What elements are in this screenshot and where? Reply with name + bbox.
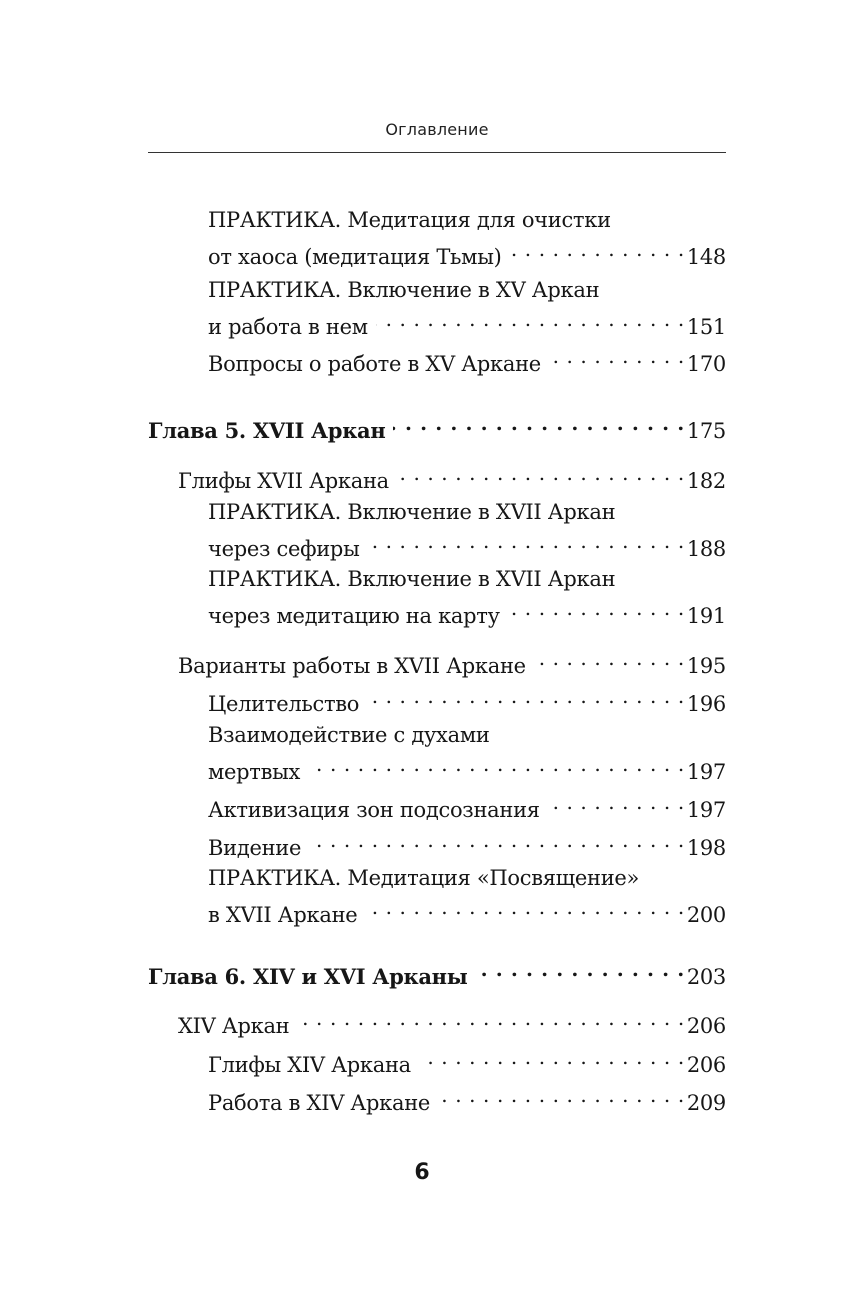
- toc-entry-title: Вопросы о работе в XV Аркане: [208, 352, 541, 376]
- leader-dots: [475, 955, 684, 984]
- toc-entry[interactable]: [208, 276, 726, 342]
- toc-section-title: Глифы XVII Аркана: [178, 469, 389, 493]
- toc-page-number: 191: [686, 604, 726, 628]
- toc-page-number: 200: [686, 903, 726, 927]
- leader-dots: [438, 1081, 685, 1110]
- leader-dots: [297, 1004, 684, 1033]
- toc-entry-title-line1: ПРАКТИКА. Включение в XV Аркан: [208, 278, 600, 302]
- leader-dots: [548, 788, 685, 817]
- toc-page-number: 203: [686, 965, 726, 989]
- toc-page-number: 151: [686, 315, 726, 339]
- toc-entry-title: через сефиры: [208, 537, 360, 561]
- toc-page-number: 206: [686, 1014, 726, 1038]
- toc-section-entry[interactable]: [178, 644, 726, 681]
- toc-page-number: 188: [686, 537, 726, 561]
- toc-page-number: 206: [686, 1053, 726, 1077]
- leader-dots: [393, 409, 684, 438]
- toc-entry-title: Целительство: [208, 692, 360, 716]
- leader-dots: [549, 342, 685, 371]
- toc-entry-title: в XVII Аркане: [208, 903, 358, 927]
- toc-entry[interactable]: [208, 498, 726, 564]
- running-head: Оглавление: [385, 120, 489, 139]
- leader-dots: [376, 305, 685, 334]
- toc-page-number: 175: [686, 419, 726, 443]
- toc-section-title: XIV Аркан: [178, 1014, 290, 1038]
- toc-entry-title: от хаоса (медитация Тьмы): [208, 245, 502, 269]
- toc-entry-title: Видение: [208, 836, 302, 860]
- leader-dots: [508, 594, 685, 623]
- toc-entry-title: Активизация зон подсознания: [208, 798, 540, 822]
- toc-entry-title: мертвых: [208, 760, 301, 784]
- toc-page-number: 170: [686, 352, 726, 376]
- toc-page-number: 148: [686, 245, 726, 269]
- toc-entry-title-line1: ПРАКТИКА. Включение в XVII Аркан: [208, 567, 616, 591]
- toc-chapter-title: Глава 5. XVII Аркан: [148, 418, 386, 443]
- toc-section-entry[interactable]: [178, 459, 726, 496]
- toc-page-number: 195: [686, 654, 726, 678]
- toc-chapter-entry[interactable]: [148, 409, 726, 446]
- toc-entry[interactable]: [208, 1081, 726, 1118]
- toc-page-number: 197: [686, 798, 726, 822]
- toc-entry[interactable]: [208, 721, 726, 787]
- toc-page-number: 182: [686, 469, 726, 493]
- leader-dots: [419, 1043, 685, 1072]
- toc-entry-title: Работа в XIV Аркане: [208, 1091, 431, 1115]
- toc-entry[interactable]: [208, 342, 726, 379]
- toc-entry-title-line1: ПРАКТИКА. Медитация для очистки: [208, 208, 611, 232]
- leader-dots: [367, 682, 685, 711]
- toc-entry[interactable]: [208, 1043, 726, 1080]
- toc-entry[interactable]: [208, 565, 726, 631]
- toc-entry-title-line1: ПРАКТИКА. Включение в XVII Аркан: [208, 500, 616, 524]
- leader-dots: [309, 826, 685, 855]
- toc-entry[interactable]: [208, 826, 726, 863]
- toc-entry[interactable]: [208, 206, 726, 272]
- toc-entry[interactable]: [208, 788, 726, 825]
- leader-dots: [308, 750, 685, 779]
- leader-dots: [365, 893, 684, 922]
- toc-page-number: 198: [686, 836, 726, 860]
- toc-entry-title-line1: ПРАКТИКА. Медитация «Посвящение»: [208, 866, 640, 890]
- toc-page-number: 209: [686, 1091, 726, 1115]
- toc-entry-title-line1: Взаимодействие с духами: [208, 723, 490, 747]
- leader-dots: [397, 459, 685, 488]
- toc-page-number: 197: [686, 760, 726, 784]
- toc-chapter-title: Глава 6. XIV и XVI Арканы: [148, 964, 468, 989]
- toc-chapter-entry[interactable]: [148, 955, 726, 992]
- toc-entry[interactable]: [208, 682, 726, 719]
- leader-dots: [368, 527, 685, 556]
- leader-dots: [534, 644, 685, 673]
- page-number: 6: [414, 1160, 430, 1185]
- toc-page-number: 196: [686, 692, 726, 716]
- toc-entry-title: через медитацию на карту: [208, 604, 500, 628]
- toc-entry-title: и работа в нем: [208, 315, 368, 339]
- toc-entry-title: Глифы XIV Аркана: [208, 1053, 411, 1077]
- leader-dots: [510, 235, 685, 264]
- toc-entry[interactable]: [208, 864, 726, 930]
- toc-section-title: Варианты работы в XVII Аркане: [178, 654, 526, 678]
- toc-section-entry[interactable]: [178, 1004, 726, 1041]
